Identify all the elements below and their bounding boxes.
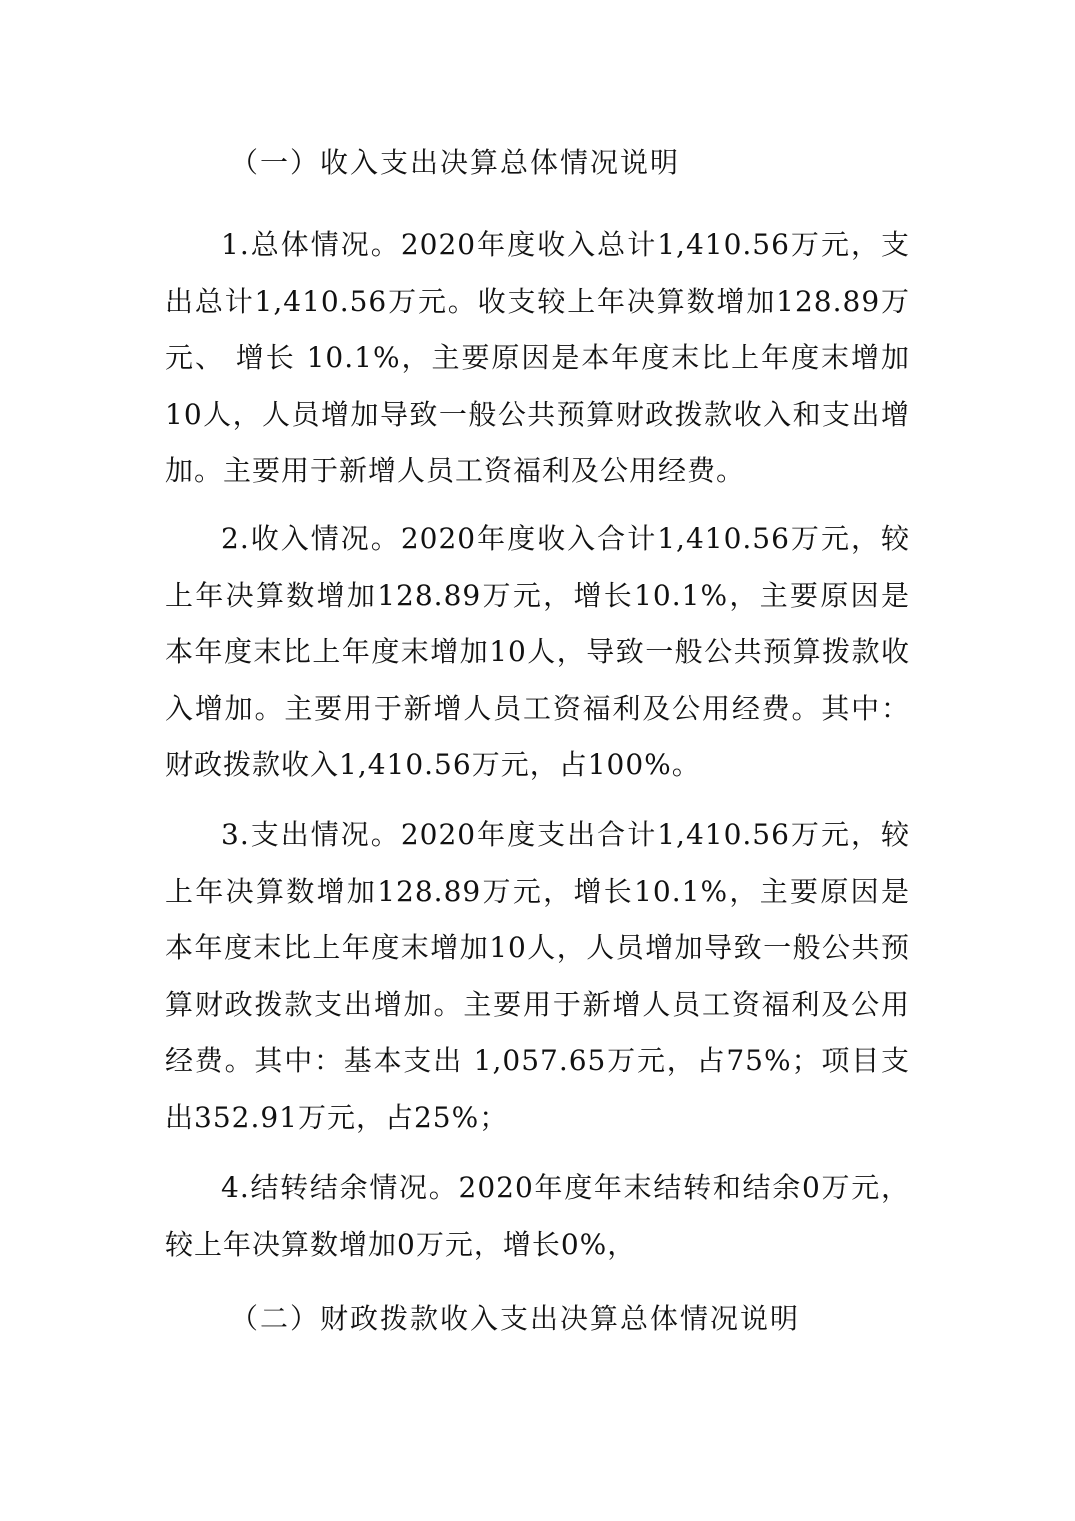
paragraph-overall: 1.总体情况。2020年度收入总计1,410.56万元，支出总计1,410.56万元。收支较上年决算数增加128.89万元、 增长 10.1%，主要原因是本年度末比上年度末增加10人，人员增加导致一般公共预算财政拨款收入和支出增加。主要用于新增人员工资福利及公用经费。 <box>165 228 910 487</box>
paragraph-expenditure: 3.支出情况。2020年度支出合计1,410.56万元，较上年决算数增加128.89万元，增长10.1%，主要原因是本年度末比上年度末增加10人，人员增加导致一般公共预算财政拨款支出增加。主要用于新增人员工资福利及公用经费。其中：基本支出 1,057.65万元，占75%；项目支出352.91万元，占25%； <box>165 818 910 1134</box>
section-heading-1: （一）收入支出决算总体情况说明 <box>230 146 681 179</box>
paragraph-income: 2.收入情况。2020年度收入合计1,410.56万元，较上年决算数增加128.89万元，增长10.1%，主要原因是本年度末比上年度末增加10人，导致一般公共预算拨款收入增加。主要用于新增人员工资福利及公用经费。其中：财政拨款收入1,410.56万元，占100%。 <box>165 522 910 781</box>
section-heading-2: （二）财政拨款收入支出决算总体情况说明 <box>230 1302 801 1335</box>
paragraph-carryover: 4.结转结余情况。2020年度年末结转和结余0万元，较上年决算数增加0万元，增长0%， <box>165 1171 910 1261</box>
